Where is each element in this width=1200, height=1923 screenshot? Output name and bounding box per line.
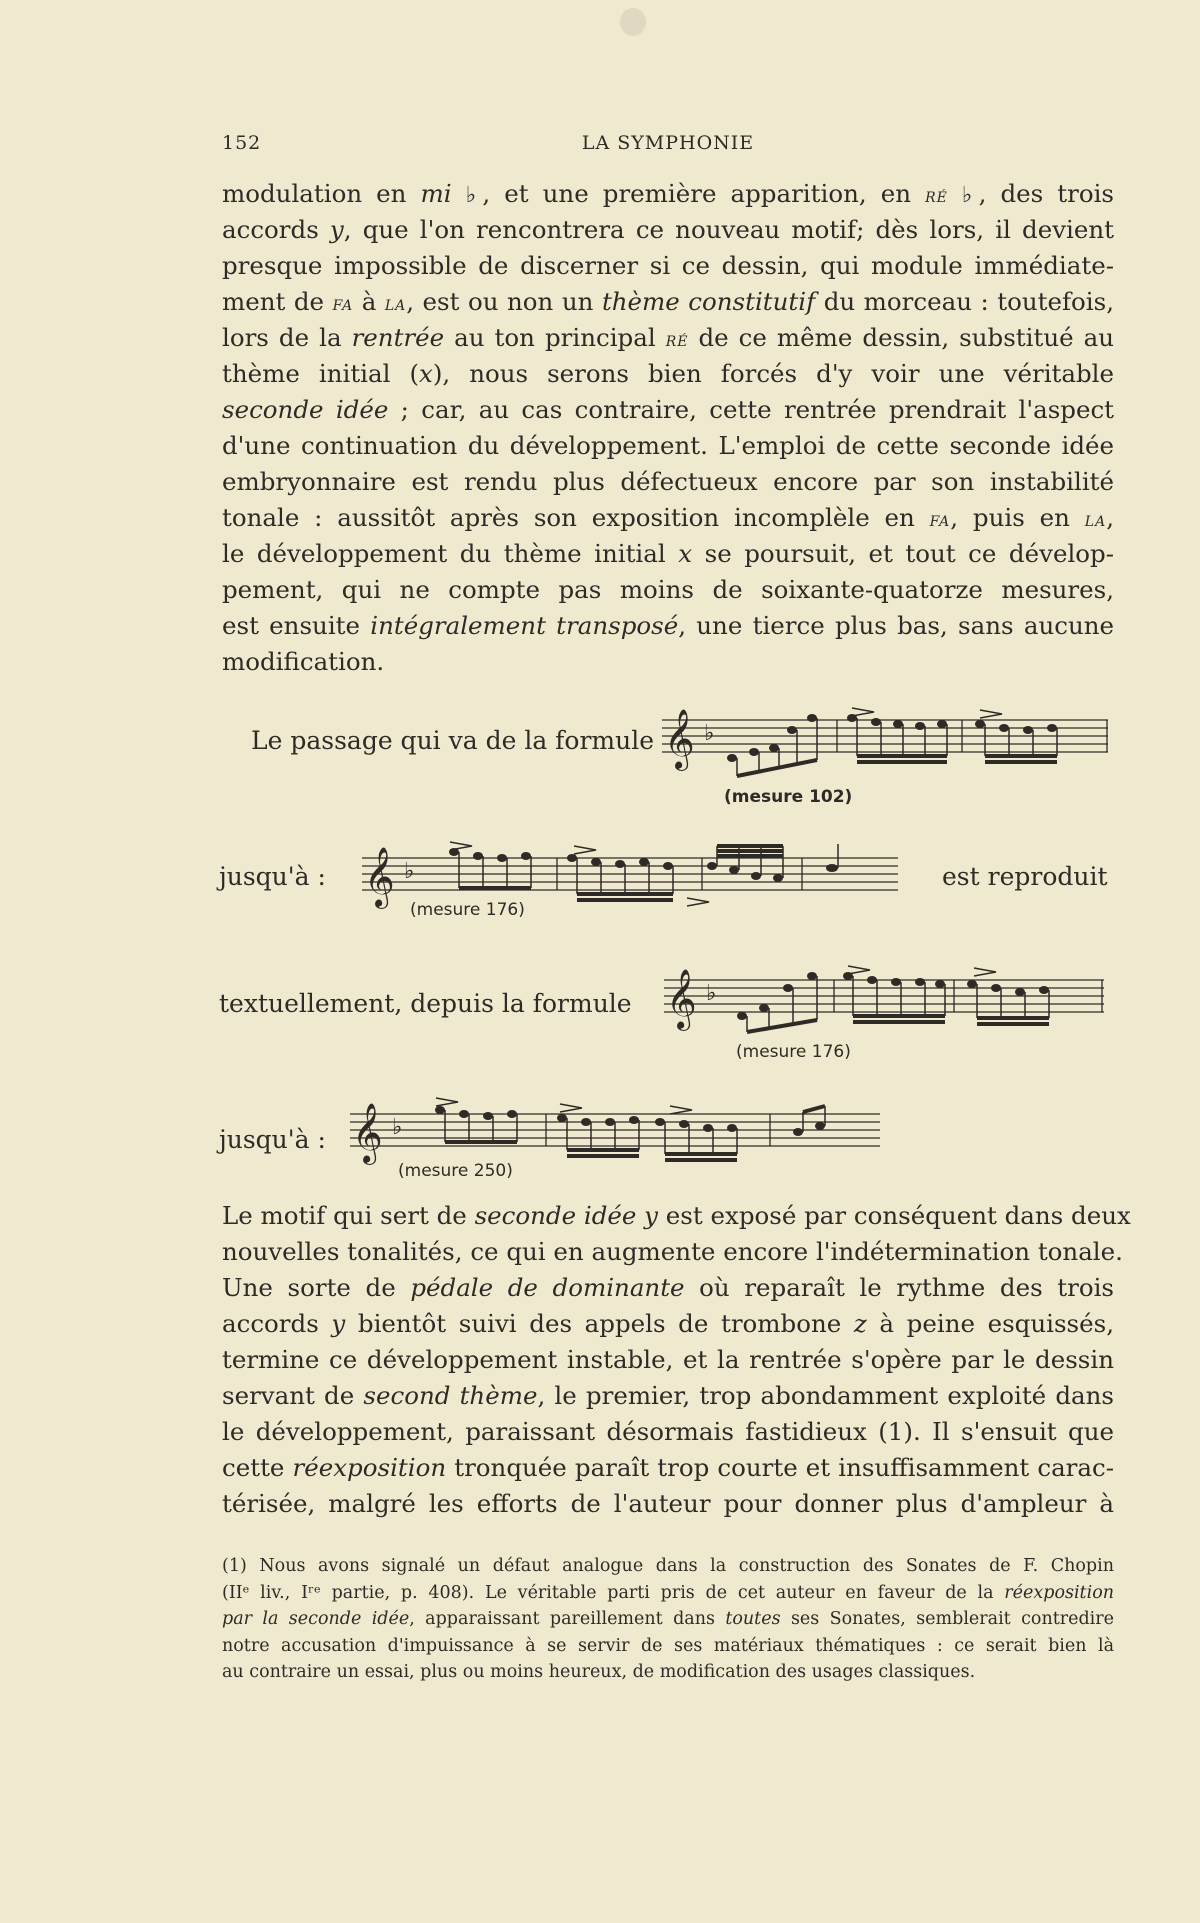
- para1-line: d'une continuation du développement. L'emploi de cette seconde idée: [222, 431, 1114, 460]
- para2-line: Une sorte de pédale de dominante où reparaît le rythme des trois: [222, 1273, 1114, 1302]
- example-1-label: Le passage qui va de la formule: [251, 726, 655, 755]
- footnote-line: (IIᵉ liv., Iʳᵉ partie, p. 408). Le véritable parti pris de cet auteur en faveur de la réexposition: [222, 1582, 1114, 1603]
- para1-line: seconde idée ; car, au cas contraire, cette rentrée prendrait l'aspect: [222, 395, 1115, 424]
- running-title: LA SYMPHONIE: [581, 132, 755, 154]
- svg-text:♭: ♭: [706, 981, 717, 1006]
- paper-stain: [620, 8, 646, 36]
- para1-line: presque impossible de discerner si ce dessin, qui module immédiate-: [222, 251, 1114, 280]
- para2-line: Le motif qui sert de seconde idée y est exposé par conséquent dans deux: [222, 1201, 1131, 1230]
- para1-line: est ensuite intégralement transposé, une tierce plus bas, sans aucune: [222, 611, 1114, 640]
- paragraph-2: [222, 1198, 1131, 1522]
- footnote-line: (1) Nous avons signalé un défaut analogue dans la construction des Sonates de F. Chopin: [222, 1556, 1114, 1576]
- para2-line: le développement, paraissant désormais fastidieux (1). Il s'ensuit que: [222, 1417, 1114, 1446]
- svg-text:𝄞: 𝄞: [352, 1103, 383, 1163]
- para2-line: termine ce développement instable, et la rentrée s'opère par le dessin: [222, 1345, 1114, 1374]
- svg-text:♭: ♭: [404, 859, 415, 884]
- para2-line: nouvelles tonalités, ce qui en augmente encore l'indétermination tonale.: [222, 1237, 1123, 1266]
- footnote: [222, 1553, 1114, 1686]
- example-3-label: textuellement, depuis la formule: [219, 989, 632, 1018]
- footnote-line: au contraire un essai, plus ou moins heureux, de modification des usages classiques.: [222, 1662, 976, 1682]
- svg-text:♭: ♭: [704, 721, 715, 746]
- measure-ref-4: (mesure 250): [398, 1161, 513, 1181]
- example-4-label: jusqu'à :: [219, 1125, 326, 1154]
- para1-line: modulation en mi ♭, et une première apparition, en ré ♭, des trois: [222, 179, 1114, 208]
- para1-line: embryonnaire est rendu plus défectueux encore par son instabilité: [222, 467, 1114, 496]
- music-example-3: [664, 960, 1104, 1040]
- para1-line: lors de la rentrée au ton principal ré de ce même dessin, substitué au: [222, 323, 1115, 352]
- paragraph-1: [222, 176, 1114, 680]
- para1-line: le développement du thème initial x se poursuit, et tout ce dévelop-: [222, 539, 1115, 568]
- running-head: [222, 132, 1114, 160]
- measure-ref-2: (mesure 176): [410, 900, 525, 920]
- page-number: 152: [222, 132, 262, 154]
- example-2-after-label: est reproduit: [942, 862, 1108, 891]
- footnote-line: notre accusation d'impuissance à se servir de ses matériaux thématiques : ce serait bien là: [222, 1635, 1114, 1656]
- para2-line: servant de second thème, le premier, trop abondamment exploité dans: [222, 1381, 1114, 1410]
- para1-line: thème initial (x), nous serons bien forcés d'y voir une véritable: [222, 359, 1114, 388]
- para1-line: tonale : aussitôt après son exposition incomplèle en fa, puis en la,: [222, 503, 1114, 532]
- para1-line: accords y, que l'on rencontrera ce nouveau motif; dès lors, il devient: [222, 215, 1114, 244]
- measure-ref-1: (mesure 102): [724, 787, 853, 807]
- svg-text:𝄞: 𝄞: [664, 709, 695, 769]
- para1-line: ment de fa à la, est ou non un thème constitutif du morceau : toutefois,: [222, 287, 1114, 316]
- svg-text:♭: ♭: [392, 1115, 403, 1140]
- para1-line: modification.: [222, 647, 385, 676]
- para1-line: pement, qui ne compte pas moins de soixante-quatorze mesures,: [222, 575, 1114, 604]
- music-example-1: [662, 700, 1108, 780]
- svg-text:𝄞: 𝄞: [364, 847, 395, 907]
- measure-ref-3: (mesure 176): [736, 1042, 851, 1062]
- para2-line: térisée, malgré les efforts de l'auteur pour donner plus d'ampleur à: [222, 1489, 1114, 1518]
- para2-line: accords y bientôt suivi des appels de trombone z à peine esquissés,: [222, 1309, 1114, 1338]
- music-example-4: [350, 1092, 880, 1172]
- para2-line: cette réexposition tronquée paraît trop courte et insuffisamment carac-: [222, 1453, 1114, 1482]
- footnote-line: par la seconde idée, apparaissant pareillement dans toutes ses Sonates, semblerait contredire: [222, 1609, 1114, 1629]
- svg-text:𝄞: 𝄞: [666, 969, 697, 1029]
- example-2-label: jusqu'à :: [219, 862, 326, 891]
